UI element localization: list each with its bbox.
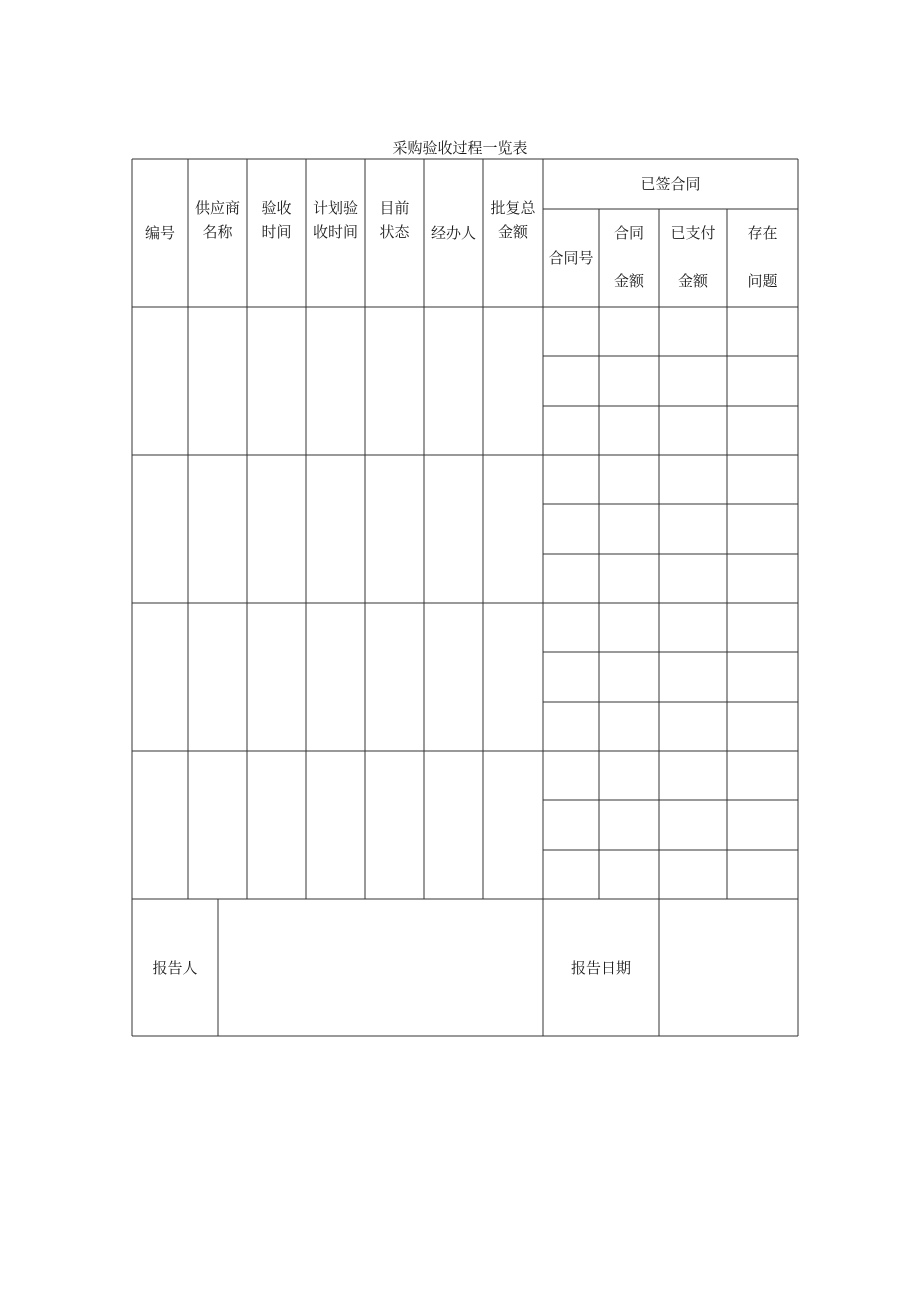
table-title: 采购验收过程一览表 — [392, 139, 528, 157]
header-status — [365, 196, 424, 244]
header-accept-time-line1: 验收 — [261, 199, 292, 217]
header-approved-total-line2: 金额 — [497, 223, 528, 241]
header-approved-total — [483, 196, 543, 244]
header-accept-time — [247, 196, 306, 244]
header-supplier — [188, 196, 247, 244]
header-supplier-line2: 名称 — [202, 223, 233, 241]
header-plan-time-line2: 收时间 — [312, 223, 358, 241]
footer-date-label: 报告日期 — [570, 959, 631, 977]
header-plan-time — [306, 196, 365, 244]
header-approved-total-line1: 批复总 — [490, 199, 536, 217]
footer-reporter-label: 报告人 — [152, 959, 198, 977]
header-contract-no: 合同号 — [548, 249, 594, 267]
header-handler: 经办人 — [430, 224, 476, 242]
header-issues-line1: 存在 — [747, 224, 778, 242]
header-contract-amount-line1: 合同 — [613, 224, 644, 242]
header-id: 编号 — [144, 224, 175, 242]
header-paid-amount-line1: 已支付 — [670, 224, 716, 242]
header-issues — [727, 221, 798, 293]
header-contract-group: 已签合同 — [640, 175, 701, 193]
header-paid-amount-line2: 金额 — [677, 272, 708, 290]
header-contract-amount — [599, 221, 659, 293]
header-supplier-line1: 供应商 — [194, 199, 240, 217]
header-status-line1: 目前 — [379, 199, 410, 217]
header-paid-amount — [659, 221, 727, 293]
header-accept-time-line2: 时间 — [261, 223, 292, 241]
header-plan-time-line1: 计划验 — [312, 199, 358, 217]
header-status-line2: 状态 — [379, 223, 410, 241]
header-issues-line2: 问题 — [747, 272, 778, 290]
header-contract-amount-line2: 金额 — [613, 272, 644, 290]
